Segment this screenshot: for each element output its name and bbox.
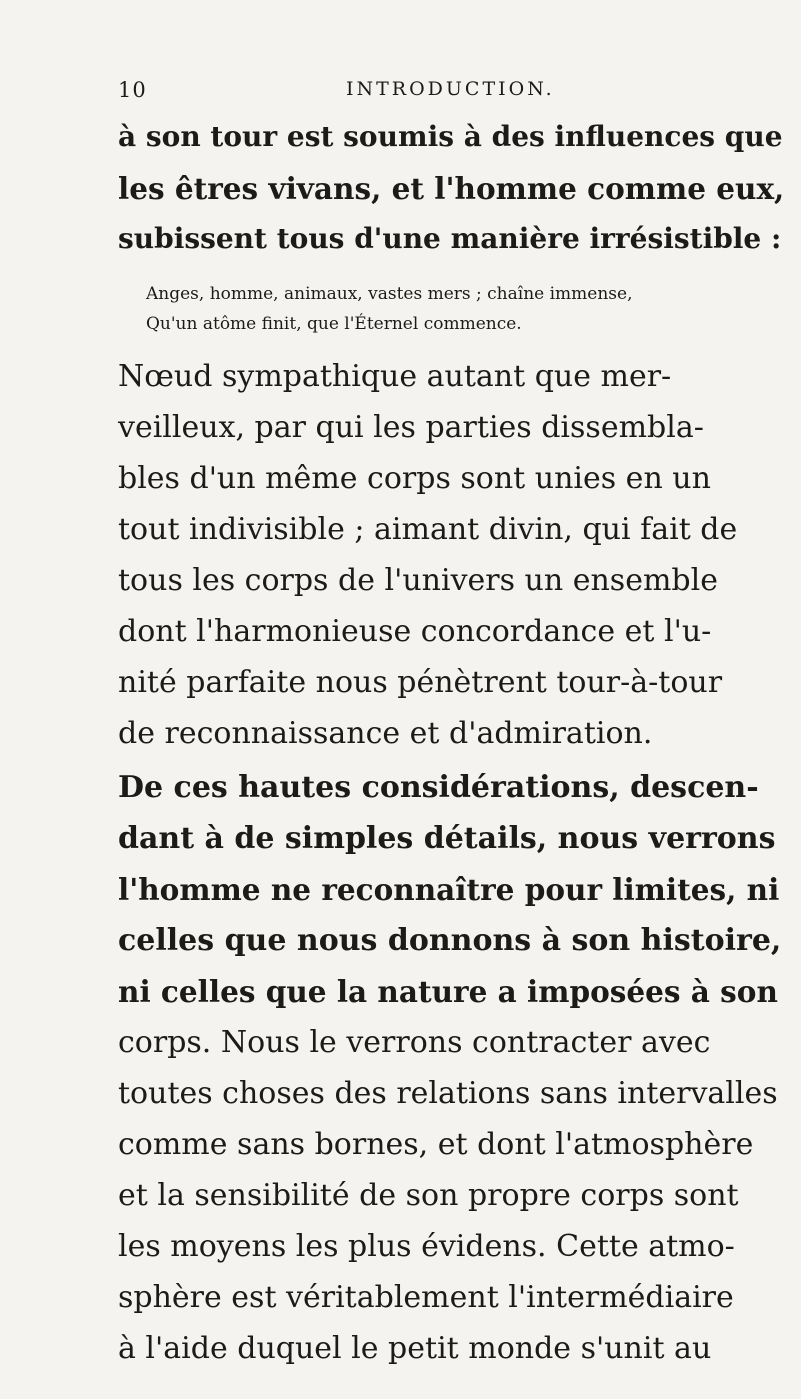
text-line: les êtres vivans, et l'homme comme eux, <box>118 171 785 206</box>
verse-line: Qu'un atôme finit, que l'Éternel commence. <box>146 314 522 334</box>
text-line: sphère est véritablement l'intermédiaire <box>118 1280 734 1315</box>
text-line: l'homme ne reconnaître pour limites, ni <box>118 872 780 907</box>
text-line: bles d'un même corps sont unies en un <box>118 461 711 496</box>
text-line: dont l'harmonieuse concordance et l'u- <box>118 614 712 649</box>
text-line: ni celles que la nature a imposées à son <box>118 974 778 1009</box>
text-line: veilleux, par qui les parties dissembla- <box>118 410 704 445</box>
text-line: De ces hautes considérations, descen- <box>118 770 759 805</box>
text-line: tous les corps de l'univers un ensemble <box>118 563 718 598</box>
text-line: Nœud sympathique autant que mer- <box>118 359 672 394</box>
text-line: tout indivisible ; aimant divin, qui fait de <box>118 512 738 547</box>
text-line: comme sans bornes, et dont l'atmosphère <box>118 1127 754 1162</box>
text-line: celles que nous donnons à son histoire, <box>118 923 782 958</box>
text-line: et la sensibilité de son propre corps sont <box>118 1178 739 1213</box>
verse-line: Anges, homme, animaux, vastes mers ; chaîne immense, <box>146 284 633 304</box>
text-line: dant à de simples détails, nous verrons <box>118 821 776 856</box>
text-line: de reconnaissance et d'admiration. <box>118 716 653 751</box>
text-line: nité parfaite nous pénètrent tour-à-tour <box>118 665 723 700</box>
text-line: toutes choses des relations sans intervalles <box>118 1076 778 1111</box>
text-line: les moyens les plus évidens. Cette atmo- <box>118 1229 735 1264</box>
page-number: 10 <box>118 78 147 102</box>
text-line: à son tour est soumis à des influences que <box>118 120 783 153</box>
text-line: corps. Nous le verrons contracter avec <box>118 1025 711 1060</box>
text-line: à l'aide duquel le petit monde s'unit au <box>118 1331 712 1366</box>
running-head: INTRODUCTION. <box>346 78 555 100</box>
text-line: subissent tous d'une manière irrésistible : <box>118 222 782 255</box>
